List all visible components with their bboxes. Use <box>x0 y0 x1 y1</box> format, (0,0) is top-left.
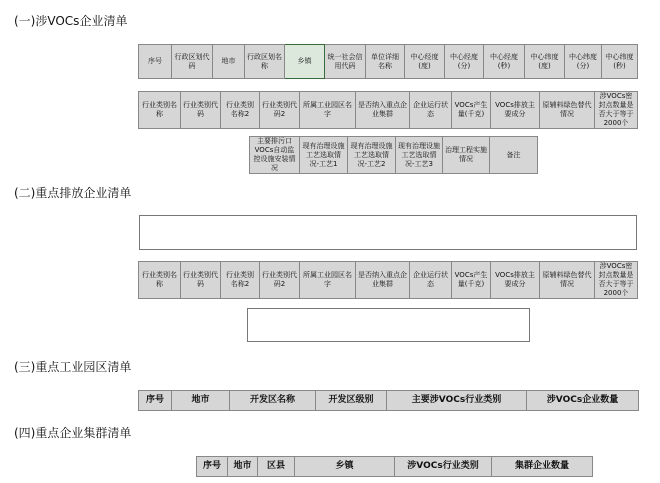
header-cell: 治理工程实施情况 <box>443 137 490 174</box>
header-cell: VOCs排放主要成分 <box>491 92 540 129</box>
blank-box-1 <box>139 215 637 250</box>
header-cell: 序号 <box>197 457 228 477</box>
header-cell: 涉VOCs密封点数量是否大于等于2000个 <box>595 92 638 129</box>
header-cell: 地市 <box>213 45 245 79</box>
header-cell: 是否纳入重点企业集群 <box>356 92 410 129</box>
header-cell: 中心纬度(分) <box>565 45 602 79</box>
section-title-4: (四)重点企业集群清单 <box>14 426 132 440</box>
header-cell: 所属工业园区名字 <box>300 262 356 299</box>
header-cell: 现有治理设施工艺选取情况-工艺3 <box>396 137 443 174</box>
header-cell: 是否纳入重点企业集群 <box>356 262 410 299</box>
header-cell: 开发区名称 <box>230 391 316 411</box>
header-cell: 现有治理设施工艺选取情况-工艺1 <box>300 137 348 174</box>
header-cell: 开发区级别 <box>316 391 387 411</box>
table1-row2 <box>138 91 638 129</box>
header-cell: 原辅料绿色替代情况 <box>540 262 595 299</box>
header-cell: 行业类别代码 <box>181 92 221 129</box>
header-cell: 中心经度(秒) <box>484 45 525 79</box>
header-cell: 行业类别名称 <box>139 262 181 299</box>
header-cell: 中心纬度(秒) <box>602 45 638 79</box>
header-cell: VOCs产生量(千克) <box>452 262 491 299</box>
section-title-3: (三)重点工业园区清单 <box>14 360 132 374</box>
header-cell: 企业运行状态 <box>410 262 452 299</box>
header-cell: 涉VOCs密封点数量是否大于等于2000个 <box>595 262 638 299</box>
header-cell: 行业类别代码2 <box>260 92 300 129</box>
header-cell: 集群企业数量 <box>492 457 593 477</box>
header-cell: 行政区划代码 <box>172 45 213 79</box>
header-cell: 涉VOCs企业数量 <box>527 391 639 411</box>
header-cell: 企业运行状态 <box>410 92 452 129</box>
header-cell: 行业类别名称2 <box>221 262 260 299</box>
header-cell: 主要排污口VOCs自动监控设施安装情况 <box>250 137 300 174</box>
header-cell: 行业类别名称 <box>139 92 181 129</box>
header-cell: 中心经度(度) <box>405 45 445 79</box>
header-cell-selected[interactable]: 乡镇 <box>285 45 325 79</box>
header-cell: 原辅料绿色替代情况 <box>540 92 595 129</box>
header-cell: 乡镇 <box>295 457 395 477</box>
header-cell: 地市 <box>172 391 230 411</box>
header-cell: 现有治理设施工艺选取情况-工艺2 <box>348 137 396 174</box>
header-cell: VOCs产生量(千克) <box>452 92 491 129</box>
header-cell: 中心经度(分) <box>445 45 484 79</box>
header-cell: 备注 <box>490 137 538 174</box>
header-cell: 行政区划名称 <box>245 45 285 79</box>
header-cell: 所属工业园区名字 <box>300 92 356 129</box>
header-cell: 涉VOCs行业类别 <box>395 457 492 477</box>
blank-box-2 <box>247 308 530 342</box>
header-cell: 行业类别代码2 <box>260 262 300 299</box>
header-cell: 序号 <box>139 45 172 79</box>
table1-row3 <box>249 136 538 174</box>
section-title-2: (二)重点排放企业清单 <box>14 186 132 200</box>
header-cell: 统一社会信用代码 <box>325 45 366 79</box>
table1-row1 <box>138 44 638 79</box>
header-cell: 序号 <box>139 391 172 411</box>
header-cell: 中心纬度(度) <box>525 45 565 79</box>
header-cell: 区县 <box>258 457 295 477</box>
header-cell: VOCs排放主要成分 <box>491 262 540 299</box>
table4-header <box>196 456 593 477</box>
header-cell: 主要涉VOCs行业类别 <box>387 391 527 411</box>
table2-row1 <box>138 261 638 299</box>
header-cell: 单位详细名称 <box>366 45 405 79</box>
header-cell: 地市 <box>228 457 258 477</box>
header-cell: 行业类别代码 <box>181 262 221 299</box>
section-title-1: (一)涉VOCs企业清单 <box>14 14 128 28</box>
table3-header <box>138 390 639 411</box>
header-cell: 行业类别名称2 <box>221 92 260 129</box>
